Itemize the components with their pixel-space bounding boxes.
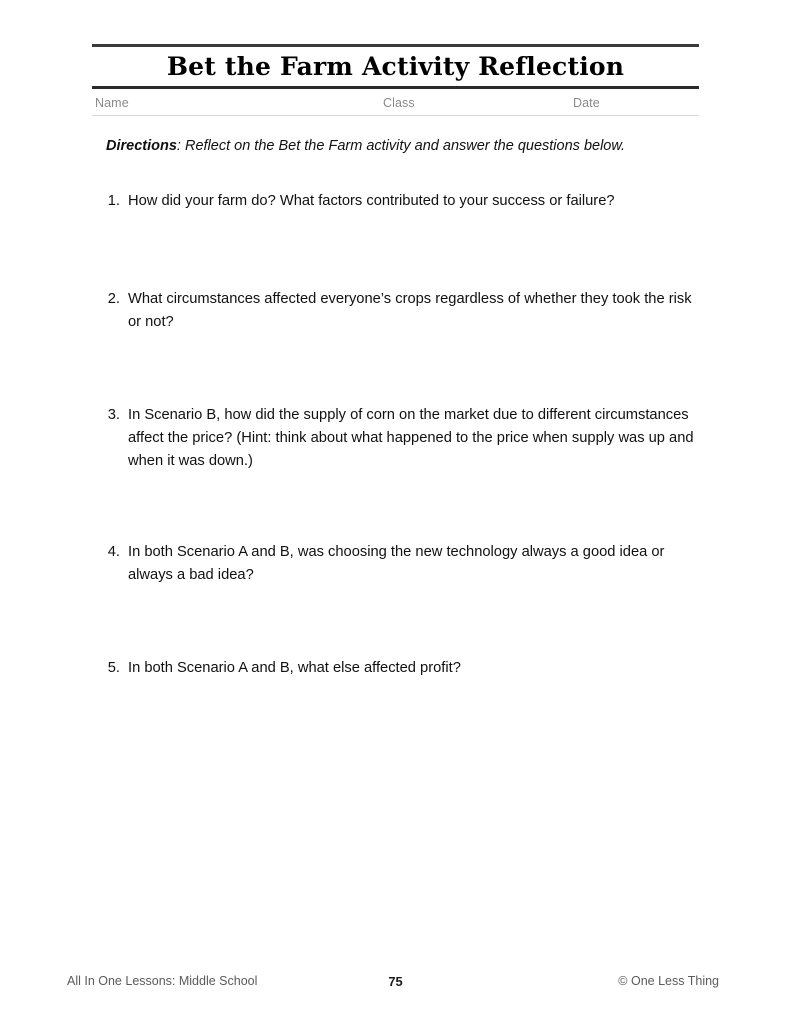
footer-copyright: © One Less Thing: [618, 974, 719, 988]
question-number: 3.: [107, 407, 120, 423]
name-field-label: Name: [95, 96, 129, 110]
question-item: [98, 288, 698, 334]
question-text: In both Scenario A and B, what else affected profit?: [128, 660, 461, 676]
date-field-label: Date: [573, 96, 600, 110]
student-info-rule: [92, 115, 699, 116]
question-number: 5.: [107, 660, 120, 676]
directions-line: [106, 136, 706, 156]
directions-label: Directions: [106, 138, 177, 154]
page-title: Bet the Farm Activity Reflection: [166, 52, 625, 81]
page-footer: [0, 974, 791, 996]
question-item: [98, 541, 698, 587]
directions-separator: :: [176, 138, 185, 154]
question-item: [98, 657, 698, 680]
question-text: What circumstances affected everyone’s crops regardless of whether they took the risk or not?: [128, 291, 692, 330]
question-number: 1.: [107, 193, 120, 209]
question-text: How did your farm do? What factors contributed to your success or failure?: [128, 193, 615, 209]
page-header: [92, 44, 699, 116]
question-text: In Scenario B, how did the supply of corn on the market due to different circumstances affect the price? (Hint: think about what happened to the price when supply was up and when it was down.): [128, 407, 694, 469]
question-item: [98, 404, 698, 473]
footer-page-number: 75: [388, 974, 403, 989]
question-item: [98, 190, 698, 213]
question-number: 4.: [107, 544, 120, 560]
question-number: 2.: [107, 291, 120, 307]
student-info-row: [92, 89, 699, 115]
class-field-label: Class: [383, 96, 415, 110]
footer-series-label: All In One Lessons: Middle School: [67, 974, 258, 988]
question-list: [98, 190, 698, 680]
question-text: In both Scenario A and B, was choosing the new technology always a good idea or always a bad idea?: [128, 544, 665, 583]
directions-text: Reflect on the Bet the Farm activity and answer the questions below.: [184, 138, 626, 154]
